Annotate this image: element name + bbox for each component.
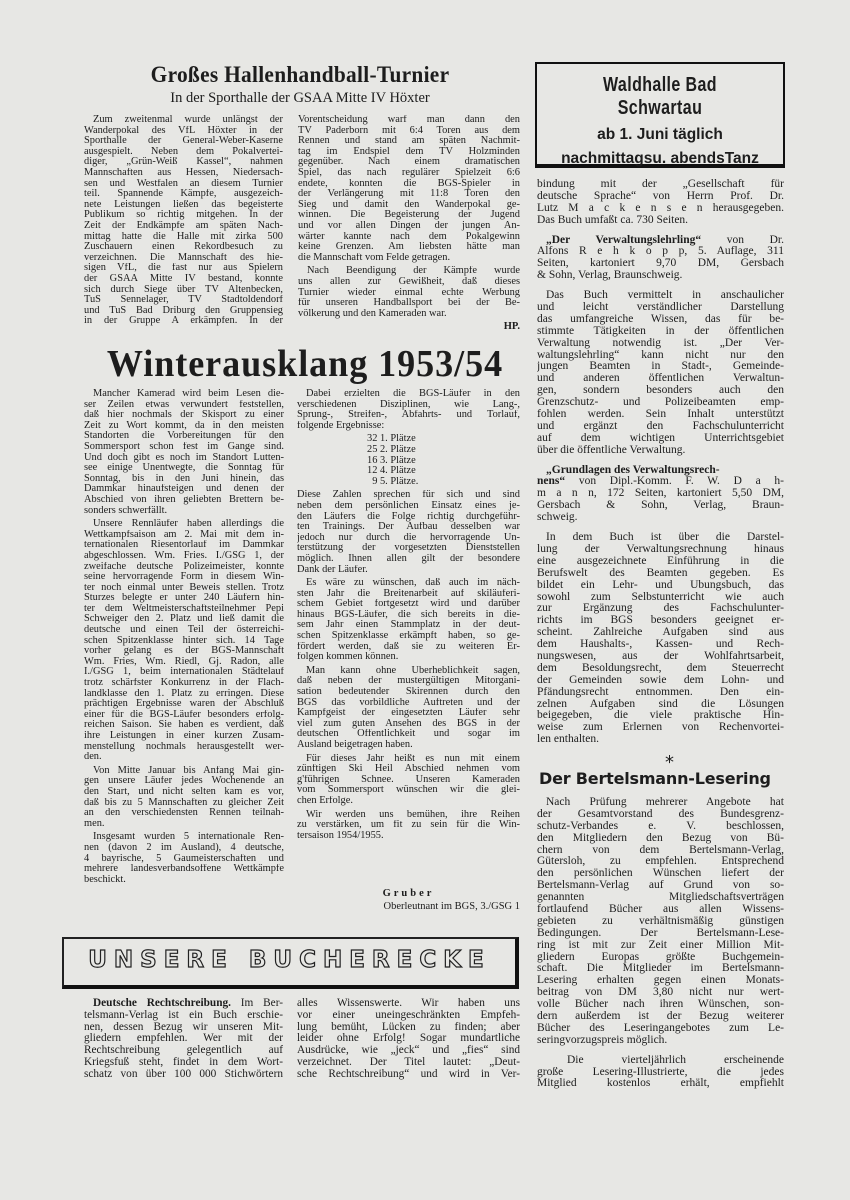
text-line: auf dem wichtigen Unterrichtsgebiet <box>537 432 784 444</box>
text-line: trotz schärfster Konkurrenz in der Flach- <box>84 678 284 689</box>
text-line: möglich. Ihnen allen gilt der besondere <box>297 553 520 564</box>
paragraph <box>298 266 520 319</box>
text-line: große Lesering-Illustrierte, die jedes <box>537 1066 784 1078</box>
text-line: zelnen Aufgaben sind die Lösungen <box>537 698 784 710</box>
text-line: beitrag von DM 3,80 nicht nur wert- <box>537 987 784 999</box>
text-line: Dammkar hinaufsteigen und denen der <box>84 484 284 495</box>
text-line: Sporthalle der General-Weber-Kaserne <box>84 136 283 147</box>
text-line: Zeit der Endkämpfe am späten Nach- <box>84 220 283 231</box>
text-line: Insgesamt wurden 5 internationale Ren- <box>93 832 284 843</box>
text-line: len enthalten. <box>537 734 599 746</box>
text-line: nen, dessen Bezug wir unseren Mit- <box>84 1021 283 1033</box>
text-line: ter dem Weltmeisterschaftsteilnehmer Pepi <box>84 603 284 614</box>
text-line: winnen. Die Begeisterung der Jugend <box>298 210 520 221</box>
text-line: Das Buch vermittelt in anschaulicher <box>546 290 784 302</box>
text-line: jungen Beamten in Stadt-, Gemeinde- <box>537 361 784 373</box>
book-corner-banner <box>62 937 519 989</box>
text-line: weise zum Erlernen von Rechenvortei- <box>537 722 784 734</box>
bold-lead: nens“ <box>537 476 566 488</box>
text-line: Sonntag, bis in den Juni hinein, das <box>84 473 284 484</box>
text-line: diger, „Grün-Weiß Kassel“, nahmen <box>84 157 283 168</box>
text-line: keine Grenzen. Am liebsten hätte man <box>298 242 520 253</box>
text-line: wärter kannte nach dem Pokalgewinn <box>298 231 520 242</box>
text-line: deutschen Öffentlichkeit und sogar im <box>297 729 520 740</box>
paragraph <box>297 389 520 431</box>
text-line: Wanderpokal des VfL Höxter in der <box>84 125 283 136</box>
text-line: und leicht verständlicher Darstellung <box>537 302 784 314</box>
text-line: Kampfgeist der eingesetzten Läufer sehr <box>297 708 520 719</box>
text-line: schem Gebiet fortgesetzt wird und darüber <box>297 599 520 610</box>
text-line: sem Jahr einen Stammplatz in der deut- <box>297 620 520 631</box>
text-line: tersaison 1954/1955. <box>297 830 384 841</box>
text-line: sation bedeutender Skirennen durch den <box>297 687 520 698</box>
text-line: Vorentscheidung warf man dann den <box>298 115 520 125</box>
bold-lead: „Der Verwaltungslehrling“ <box>546 234 702 246</box>
text-line: richts im BGS besonders geeignet er- <box>537 615 784 627</box>
text-line: bindung mit der „Gesellschaft für <box>537 179 784 190</box>
text-line: und TuS Bad Driburg den Gruppensieg <box>84 305 283 316</box>
text-line: gegenüber. Nach einem dramatischen <box>298 157 520 168</box>
text-line: lung bemüht, Lücken zu finden; aber <box>297 1021 520 1033</box>
text-line: nen (davon 2 im Ausland), 4 deutsche, <box>84 842 284 853</box>
text-line: in der Gruppe A erkämpfen. In der <box>84 316 283 327</box>
text-line: chen Erfolge. <box>297 795 353 806</box>
text-line: schweig. <box>537 512 578 524</box>
text-line: verzeichnen. Die Mannschaft des hie- <box>84 252 283 263</box>
text-line: men. <box>84 818 105 829</box>
bold-lead: Deutsche Rechtschreibung. <box>93 998 231 1009</box>
text-line: verzeichnet. Der Titel lautet: „Deut- <box>297 1056 520 1068</box>
paragraph <box>537 532 784 746</box>
text-line: gen unsere Läufer jedes Wochenende an <box>84 776 284 787</box>
text-line: chern von dem Bertelsmann-Verlag, <box>537 844 784 856</box>
text-line: schutz-Verbandes e. V. beschlossen, <box>537 820 784 832</box>
text-line: landklasse den 1. Platz zu erringen. Diese <box>84 688 284 699</box>
text-line: gebieten zu verhältnismäßig günstigen <box>537 915 784 927</box>
text-line: gen, sondern besonders auch den <box>537 385 784 397</box>
paragraph <box>537 797 784 1047</box>
text-line: beigegeben, die viele praktische Hin- <box>537 710 784 722</box>
text-line: an den verschiedensten Rennen teilnah- <box>84 808 284 819</box>
text-line: neben dem persönlichen Einsatz eines je- <box>297 500 520 511</box>
text-line: Von Mitte Januar bis Anfang Mai gin- <box>93 765 284 776</box>
text-line: folgen kommen können. <box>297 652 399 663</box>
handball-column-right <box>298 115 520 322</box>
text-line: hinaus BGS-Läufer, die sich bereits in die- <box>297 609 520 620</box>
ad-venue: Waldhalle Bad Schwartau <box>603 74 717 119</box>
text-line: uns allen zur Gewißheit, daß dieses <box>298 276 520 287</box>
text-line: ter noch einmal unter Beweis stellen. Trotz <box>84 582 284 593</box>
paragraph <box>84 115 283 327</box>
winter-results-list <box>297 434 520 487</box>
text-line: der Gemeinden sowie dem Lohn- und <box>537 674 784 686</box>
text-line: Abschied von ihren geliebten Brettern be- <box>84 494 284 505</box>
text-line: die Mannschaft vom Felde getragen. <box>298 252 451 263</box>
text-line: ser Zeilen etwas verwundert feststellen, <box>84 399 284 410</box>
text-line: seine hervorragende Form in diesem Win- <box>84 572 284 583</box>
paragraph <box>297 754 520 807</box>
text-line: deutsche Sprache“ von Herrn Prof. Dr. <box>537 190 784 202</box>
text-line: bildet ein Lehr- und Übungsbuch, das <box>537 579 784 591</box>
text-line: zur Ergänzung des Fachschulunter- <box>537 603 784 615</box>
text-line: vor einer uneingeschränkten Empfeh- <box>297 1009 520 1021</box>
text-line: Bertelsmann-Verlag auf Grund von so- <box>537 880 784 892</box>
text-line: prächtigen Ergebnisse waren der Abschluß <box>84 699 284 710</box>
text-line: fortlaufend Bücher aus allen Wissens- <box>537 904 784 916</box>
text-line: mehrere landesverbandsoffene Wettkämpfe <box>84 864 284 875</box>
text-line: daß neben der mustergültigen Mitorgani- <box>297 676 520 687</box>
text-line: zweifache deutsche Polizeimeister, konnte <box>84 561 284 572</box>
text-line: Turnier wieder einmal echte Werbung <box>298 287 520 298</box>
text-line <box>537 465 784 477</box>
text-line: sen und Westfalen an diesem Turnier <box>84 178 283 189</box>
text-line: ausgespielt. Neben dem Pokalvertei- <box>84 146 283 157</box>
handball-signature: HP. <box>503 321 520 332</box>
text-line: Seiten, kartoniert 9,70 DM, Gersbach <box>537 258 784 270</box>
text-line: dem Haushalts-, Kassen- und Rech- <box>537 639 784 651</box>
paragraph <box>84 766 284 830</box>
text-line: teil. Spannende Kämpfe, ausgezeich- <box>84 189 283 200</box>
text-line: leider ohne Erfolg! Sogar mundartliche <box>297 1033 520 1045</box>
text-line: Zuschauern einen Rekordbesuch zu <box>84 242 283 253</box>
paragraph <box>84 832 284 885</box>
paragraph <box>537 1055 784 1091</box>
text-line: Mannschaften aus Hessen, Niedersach- <box>84 167 283 178</box>
text-line: dern außerdem ist der Bezug weiterer <box>537 1011 784 1023</box>
text-line: ten Trainings. Der Aufbau desselben war <box>297 522 520 533</box>
text-line: vom Sommersport wünschen wir die glei- <box>297 785 520 796</box>
text-line: g'führigen Schnee. Unseren Kameraden <box>297 774 520 785</box>
text-line: beschickt. <box>84 874 126 885</box>
text-line: für unseren Handballsport bei der Be- <box>298 298 520 309</box>
text-line: Wettkampfsaison am 2. Mai mit dem in- <box>84 529 284 540</box>
article-title-bertelsmann: Der Bertelsmann-Lesering <box>539 769 771 788</box>
text-line: Pfändungsrecht entnommen. Den ein- <box>537 686 784 698</box>
text-line: Lesering erhalten gegen einen Monats- <box>537 975 784 987</box>
paragraph <box>84 389 284 516</box>
text-line: Man kann ohne Überheblichkeit sagen, <box>306 665 520 676</box>
text-line: m a n n, 172 Seiten, kartoniert 5,50 DM, <box>537 488 784 500</box>
text-line: schen Spitzenklasse erkämpft haben, so ge- <box>297 631 520 642</box>
text-line: Die vierteljährlich erscheinende <box>567 1054 784 1066</box>
text-line: sowohl zum Selbstunterricht wie auch <box>537 591 784 603</box>
advertisement-box <box>535 62 785 168</box>
bertelsmann-column <box>537 797 784 1098</box>
text-line: sigen VfL, die fast nur aus Spielern <box>84 263 283 274</box>
text-line: see einige Unentwegte, die Sonntag für <box>84 463 284 474</box>
text-line: Publikum so richtig mitgehen. In der <box>84 210 283 221</box>
text-line: Diese Zahlen sprechen für sich und sind <box>297 490 520 501</box>
ad-date: ab 1. Juni täglich <box>597 126 723 143</box>
text-line: deutsche und einen Teil der österreichi- <box>84 625 284 636</box>
text-line: Kriegsfuß steht, findet in dem Wort- <box>84 1056 283 1068</box>
text-line: den persönlichen Wünschen liefert der <box>537 868 784 880</box>
text-line: Spiel, das nach regulärer Spielzeit 6:6 <box>298 167 520 178</box>
text-line: genannten Mitgliedschaftsverträgen <box>537 892 784 904</box>
text-line: Berufswelt des Beamten gegeben. Es <box>537 567 784 579</box>
text-line: reichen Saison. Sie haben es verdient, daß <box>84 720 284 731</box>
text-line: 16 3. Plätze <box>367 455 416 466</box>
text-line: Zum zweitenmal wurde unlängst der <box>93 115 283 125</box>
text-line: den. <box>84 752 102 763</box>
text-line: Sprung-, Streifen-, Abfahrts- und Torlauf, <box>297 410 520 421</box>
paragraph <box>84 519 284 763</box>
section-separator-asterisk: * <box>665 752 674 773</box>
text-line: Nach Beendigung der Kämpfe wurde <box>307 266 520 277</box>
text-line: das umfangreiche Wissen, das für be- <box>537 313 784 325</box>
text-line: sich durch Siege über TV Altenbecken, <box>84 284 283 295</box>
text-line: ring ist mit zur Zeit einer Million Mit- <box>537 939 784 951</box>
paragraph <box>297 666 520 751</box>
text-line: & Sohn, Verlag, Braunschweig. <box>537 270 683 282</box>
book-corner-column-right <box>537 179 784 754</box>
book-corner-column-middle <box>297 998 520 1084</box>
text-line: Dabei erzielten die BGS-Läufer in den <box>306 389 520 399</box>
winter-author: Gruber <box>382 888 435 899</box>
text-line: tag im Endspiel dem TV Holzminden <box>298 146 520 157</box>
text-line: sten Jahr die Breitenarbeit auf skiläuferi- <box>297 588 520 599</box>
winter-column-middle <box>297 389 520 844</box>
text-line: verschiedenen Disziplinen, wie Lang-, <box>297 399 520 410</box>
text-line: Und doch gibt es noch im Standort Lutten- <box>84 452 284 463</box>
text-line: waltungslehrling“ kann nicht nur den <box>537 349 784 361</box>
text-line: Mitglied kostenlos erhält, empfiehlt <box>537 1078 784 1090</box>
text-line: gliedern Europas größte Buchgemein- <box>537 951 784 963</box>
text-line: I./GSG 1, beim internationalen Städtelauf <box>84 667 284 678</box>
book-corner-title: UNSERE BUCHERECKE <box>88 947 491 973</box>
text-line: alles Wissenswerte. Wir haben uns <box>297 998 520 1009</box>
text-line: fördert werden, daß sie zu weiteren Er- <box>297 641 520 652</box>
text-line: völkerung und den Kameraden war. <box>298 308 447 319</box>
text-line: sonders schwerfällt. <box>84 505 168 516</box>
paragraph <box>297 998 520 1081</box>
text-line: Ausdrücke, wie „jeck“ und „fies“ sind <box>297 1045 520 1057</box>
text-line: der Gesamtvorstand des Bundesgrenz- <box>537 808 784 820</box>
article-title-handball: Großes Hallenhandball-Turnier <box>150 62 450 87</box>
text-line: Rennen und stand am späten Nachmit- <box>298 136 520 147</box>
text-line: 25 2. Plätze <box>367 444 416 455</box>
book-corner-column-left <box>84 998 283 1084</box>
paragraph <box>297 810 520 842</box>
paragraph <box>84 998 283 1081</box>
text-line: gliedern empfehlen. Wer mit der <box>84 1033 283 1045</box>
text-line: nungswesen, aus der Wohlfahrtsarbeit, <box>537 650 784 662</box>
text-line: sche Rechtschreibung“ und wird in Ver- <box>297 1068 520 1080</box>
text-line: Nach Prüfung mehrerer Angebote hat <box>546 797 784 808</box>
text-line: und ergänzt den Fachschulunterricht <box>537 420 784 432</box>
text-line: 9 5. Plätze. <box>367 476 419 487</box>
text-line: Alfons R e h k o p p, 5. Auflage, 311 <box>537 246 784 258</box>
text-line: den Mitgliedern den Bezug von Bü- <box>537 832 784 844</box>
text-line: viel zum guten Ansehen des BGS in der <box>297 718 520 729</box>
text-line: schen Spitzenklasse hinter sich. 14 Tage <box>84 635 284 646</box>
text-line: zu verstärken, um fit zu sein für die Win- <box>297 820 520 831</box>
text-line: jedoch nur durch die hervorragende Un- <box>297 532 520 543</box>
text-line: vorher gelang es der BGS-Mannschaft <box>84 646 284 657</box>
text-line: fohlen werden. Sein Inhalt unterstützt <box>537 409 784 421</box>
text-line: BGS das vorbildliche Auftreten und der <box>297 697 520 708</box>
text-line: Es wäre zu wünschen, daß auch im näch- <box>306 578 520 589</box>
text-line: telsmann-Verlag ist ein Buch erschie- <box>84 1009 283 1021</box>
text-line: seringvorzugspreis möglich. <box>537 1034 668 1046</box>
article-subtitle-handball: In der Sporthalle der GSAA Mitte IV Höxter <box>170 90 430 106</box>
text-line: ihre Leistungen in einer kurzen Zusam- <box>84 731 284 741</box>
text-line: Das Buch umfaßt ca. 730 Seiten. <box>537 214 689 226</box>
text-line: einer für die BGS-Läufer besonders erfolg- <box>84 709 284 720</box>
text-line: daß hier nochmals der Skisport zu einer <box>84 410 284 421</box>
paragraph <box>297 578 520 663</box>
text-line: 32 1. Plätze <box>367 434 416 445</box>
text-line: Wm. Fries, Wm. Riedl, Gj. Radon, alle <box>84 656 284 667</box>
text-line: Ausland beigetragen haben. <box>297 740 413 750</box>
paragraph <box>297 490 520 575</box>
text-line: eine ausgezeichnete Einführung in die <box>537 555 784 567</box>
text-line: schatz von über 100 000 Stichwörtern <box>84 1068 283 1080</box>
text-line: daß bis zu 5 Mannschaften zu gleicher Zeit <box>84 797 284 808</box>
winter-author-rank: Oberleutnant im BGS, 3./GSG 1 <box>383 901 520 912</box>
text-line: TuS Sennelager, TV Stadtoldendorf <box>84 295 283 306</box>
text-line: nete Leistungen ließen das begeisterte <box>84 199 283 210</box>
paragraph <box>537 465 784 524</box>
paragraph <box>537 235 784 283</box>
text-line: 12 4. Plätze <box>367 466 416 477</box>
text-line: Dank der Läufer. <box>297 564 368 575</box>
text-line: Sommersport schon fest im Gange sind. <box>84 441 284 452</box>
text-line: schaft. Die Mitglieder im Bertelsmann- <box>537 963 784 975</box>
text-line: dem Besoldungsrecht, dem Steuerrecht <box>537 662 784 674</box>
text-line: der GSAA Mitte IV bestand, konnte <box>84 273 283 284</box>
text-line: volle Bücher nach ihren Wünschen, son- <box>537 999 784 1011</box>
text-line: Mancher Kamerad wird beim Lesen die- <box>93 389 284 399</box>
text-line: zünftigen Ski Heil Abschied nehmen vom <box>297 764 520 775</box>
text-line: menstellung nochmals herausgestellt wer- <box>84 741 284 752</box>
text-line: Standorten die Vorbereitungen für den <box>84 431 284 442</box>
text-line: der Verlängerung mit 11:8 Toren den <box>298 189 520 200</box>
text-line: Bedingungen. Der Bertelsmann-Lese- <box>537 927 784 939</box>
handball-column-left <box>84 115 283 330</box>
text-line: Zeit zu Wort kommt, da in den meisten <box>84 420 284 431</box>
ad-schedule: nachmittagsu. abendsTanz <box>561 150 759 167</box>
text-line: stimmte Tätigkeiten in der öffentlichen <box>537 325 784 337</box>
text-line: Wir werden uns bemühen, ihre Reihen <box>306 809 520 820</box>
text-line: Gütersloh, zu empfehlen. Entsprechend <box>537 856 784 868</box>
paragraph <box>537 290 784 456</box>
article-title-winter: Winterausklang 1953/54 <box>106 343 504 385</box>
text-line: den Läufers die Folge richtig durchgeführ- <box>297 511 520 522</box>
text-line: Deutsche Rechtschreibung. Im Ber- <box>93 998 283 1009</box>
text-line: nens“ von Dipl.-Komm. F. W. D a h- <box>537 476 784 488</box>
winter-body <box>297 490 520 841</box>
paragraph <box>537 179 784 227</box>
text-line: den Start, und nicht selten kam es vor, <box>84 786 284 797</box>
paragraph <box>298 115 520 263</box>
text-line: Sieg und damit den Wanderpokal ge- <box>298 199 520 210</box>
text-line: Für dieses Jahr heißt es nun mit einem <box>306 753 520 764</box>
text-line: und vor allen Dingen der jungen An- <box>298 220 520 231</box>
text-line: Bücher des Leseringangebotes zum Le- <box>537 1022 784 1034</box>
winter-column-left <box>84 389 284 888</box>
text-line: Lutz M a c k e n s e n herausgegeben. <box>537 202 784 214</box>
text-line: und anderen öffentlichen Verwaltun- <box>537 373 784 385</box>
text-line: endete, konnten die BGS-Spieler in <box>298 178 520 189</box>
text-line: ternationalen Riesentorlauf im Dammkar <box>84 540 284 551</box>
text-line: Grenzschutz- und Polizeibeamten emp- <box>537 397 784 409</box>
text-line: mittag hatte die Halle mit zirka 500 <box>84 231 283 242</box>
text-line: TV Paderborn mit 6:4 Toren aus dem <box>298 125 520 136</box>
text-line: Unsere Rennläufer haben allerdings die <box>93 519 284 530</box>
text-line: „Der Verwaltungslehrling“ von Dr. <box>546 234 784 246</box>
winter-intro <box>297 389 520 431</box>
bold-lead: „Grundlagen des Verwaltungsrech- <box>546 464 720 476</box>
paragraph <box>297 434 520 487</box>
text-line: scheint. Zahlreiche Aufgaben sind aus <box>537 627 784 639</box>
text-line: abgeschlossen. Wm. Fries. I./GSG 1, der <box>84 550 284 561</box>
text-line: 4 bayrische, 5 Gaumeisterschaften und <box>84 853 284 864</box>
text-line: Verwaltung notwendig ist. „Der Ver- <box>537 337 784 349</box>
text-line: über die öffentliche Verwaltung. <box>537 444 686 456</box>
text-line: In dem Buch ist über die Darstel- <box>546 532 784 544</box>
text-line: terstützung der vorgesetzten Dienststellen <box>297 543 520 554</box>
text-line: Sturzes belegte er unter 240 Läufern hin- <box>84 593 284 604</box>
text-line: Rechtschreibung gelegentlich auf <box>84 1045 283 1057</box>
text-line: lung der Verwaltungsrechnung hinaus <box>537 543 784 555</box>
text-line: Schweiger den 2. Platz und ließ damit die <box>84 614 284 625</box>
text-line: folgende Ergebnisse: <box>297 420 385 431</box>
text-line: Gersbach & Sohn, Verlag, Braun- <box>537 500 784 512</box>
